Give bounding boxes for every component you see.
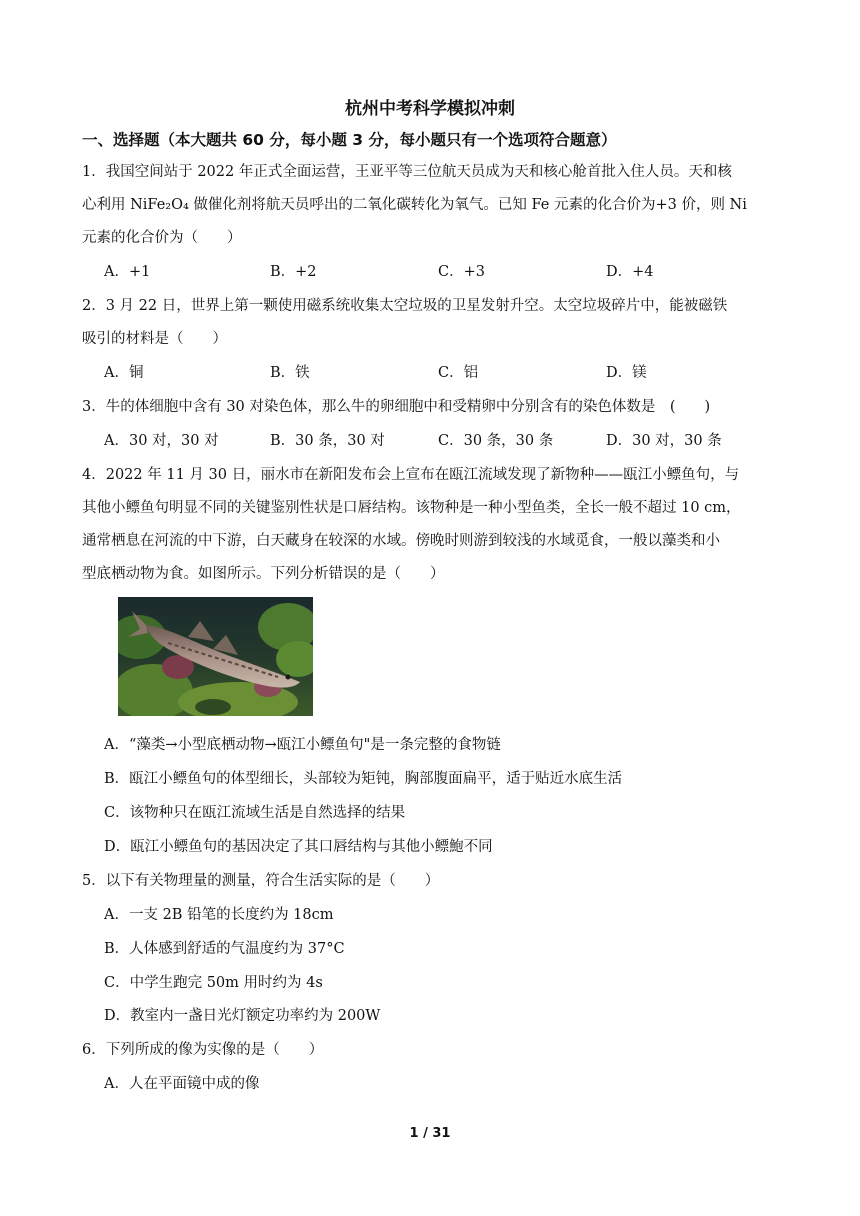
q1-option-c: C．+3	[438, 264, 485, 280]
q6-option-a: A．人在平面镜中成的像	[104, 1076, 260, 1092]
q4-line-2: 其他小鳔鱼句明显不同的关键鉴别性状是口唇结构。该物种是一种小型鱼类，全长一般不超过 10 cm，	[82, 500, 741, 516]
q2-option-b: B．铁	[270, 365, 310, 381]
q4-line-4: 型底栖动物为食。如图所示。下列分析错误的是（ ）	[82, 566, 445, 582]
q5-option-b: B．人体感到舒适的气温度约为 37°C	[104, 941, 345, 957]
fish-illustration	[118, 597, 313, 716]
q4-option-d: D．瓯江小鳔鱼句的基因决定了其口唇结构与其他小鳔鮑不同	[104, 839, 493, 855]
q2-option-c: C．铝	[438, 365, 479, 381]
q5-line-1: 5．以下有关物理量的测量，符合生活实际的是（ ）	[82, 873, 440, 889]
page-title: 杭州中考科学模拟冲刺	[345, 99, 515, 119]
q5-option-d: D．教室内一盏日光灯额定功率约为 200W	[104, 1008, 381, 1024]
q1-line-1: 1．我国空间站于 2022 年正式全面运营，王亚平等三位航天员成为天和核心舱首批入住人员。天和核	[82, 164, 732, 180]
q2-option-d: D．镁	[606, 365, 647, 381]
q1-option-d: D．+4	[606, 264, 654, 280]
q1-option-a: A．+1	[104, 264, 151, 280]
q3-option-d: D．30 对，30 条	[606, 433, 722, 449]
q2-line-1: 2．3 月 22 日，世界上第一颗使用磁系统收集太空垃圾的卫星发射升空。太空垃圾碎片中，能被磁铁	[82, 298, 728, 314]
q5-option-a: A．一支 2B 铅笔的长度约为 18cm	[104, 907, 334, 923]
q1-line-3: 元素的化合价为（ ）	[82, 230, 242, 246]
q3-line-1: 3．牛的体细胞中含有 30 对染色体，那么牛的卵细胞中和受精卵中分别含有的染色体数是 ( )	[82, 399, 711, 415]
page-number: 1 / 31	[409, 1126, 451, 1141]
q4-line-1: 4．2022 年 11 月 30 日，丽水市在新阳发布会上宣布在瓯江流域发现了新物种——瓯江小鳔鱼句，与	[82, 467, 740, 483]
q4-option-c: C．该物种只在瓯江流域生活是自然选择的结果	[104, 805, 406, 821]
q3-option-c: C．30 条，30 条	[438, 433, 554, 449]
q3-option-a: A．30 对，30 对	[104, 433, 219, 449]
q4-line-3: 通常栖息在河流的中下游，白天藏身在较深的水域。傍晚时则游到较浅的水域觅食，一般以藻类和小	[82, 533, 720, 549]
q3-option-b: B．30 条，30 对	[270, 433, 385, 449]
q6-line-1: 6．下列所成的像为实像的是（ ）	[82, 1042, 324, 1058]
q4-option-a: A．“藻类→小型底栖动物→瓯江小鳔鱼句"是一条完整的食物链	[104, 737, 501, 753]
fish-photo	[118, 597, 313, 716]
q1-line-2: 心利用 NiFe₂O₄ 做催化剂将航天员呼出的二氧化碳转化为氧气。已知 Fe 元素的化合价为+3 价，则 Ni	[82, 197, 747, 213]
q4-option-b: B．瓯江小鳔鱼句的体型细长，头部较为矩钝，胸部腹面扁平，适于贴近水底生活	[104, 771, 623, 787]
q5-option-c: C．中学生跑完 50m 用时约为 4s	[104, 975, 323, 991]
q2-line-2: 吸引的材料是（ ）	[82, 331, 227, 347]
q2-option-a: A．铜	[104, 365, 144, 381]
q1-option-b: B．+2	[270, 264, 317, 280]
section-heading: 一、选择题（本大题共 60 分，每小题 3 分，每小题只有一个选项符合题意）	[82, 131, 617, 149]
